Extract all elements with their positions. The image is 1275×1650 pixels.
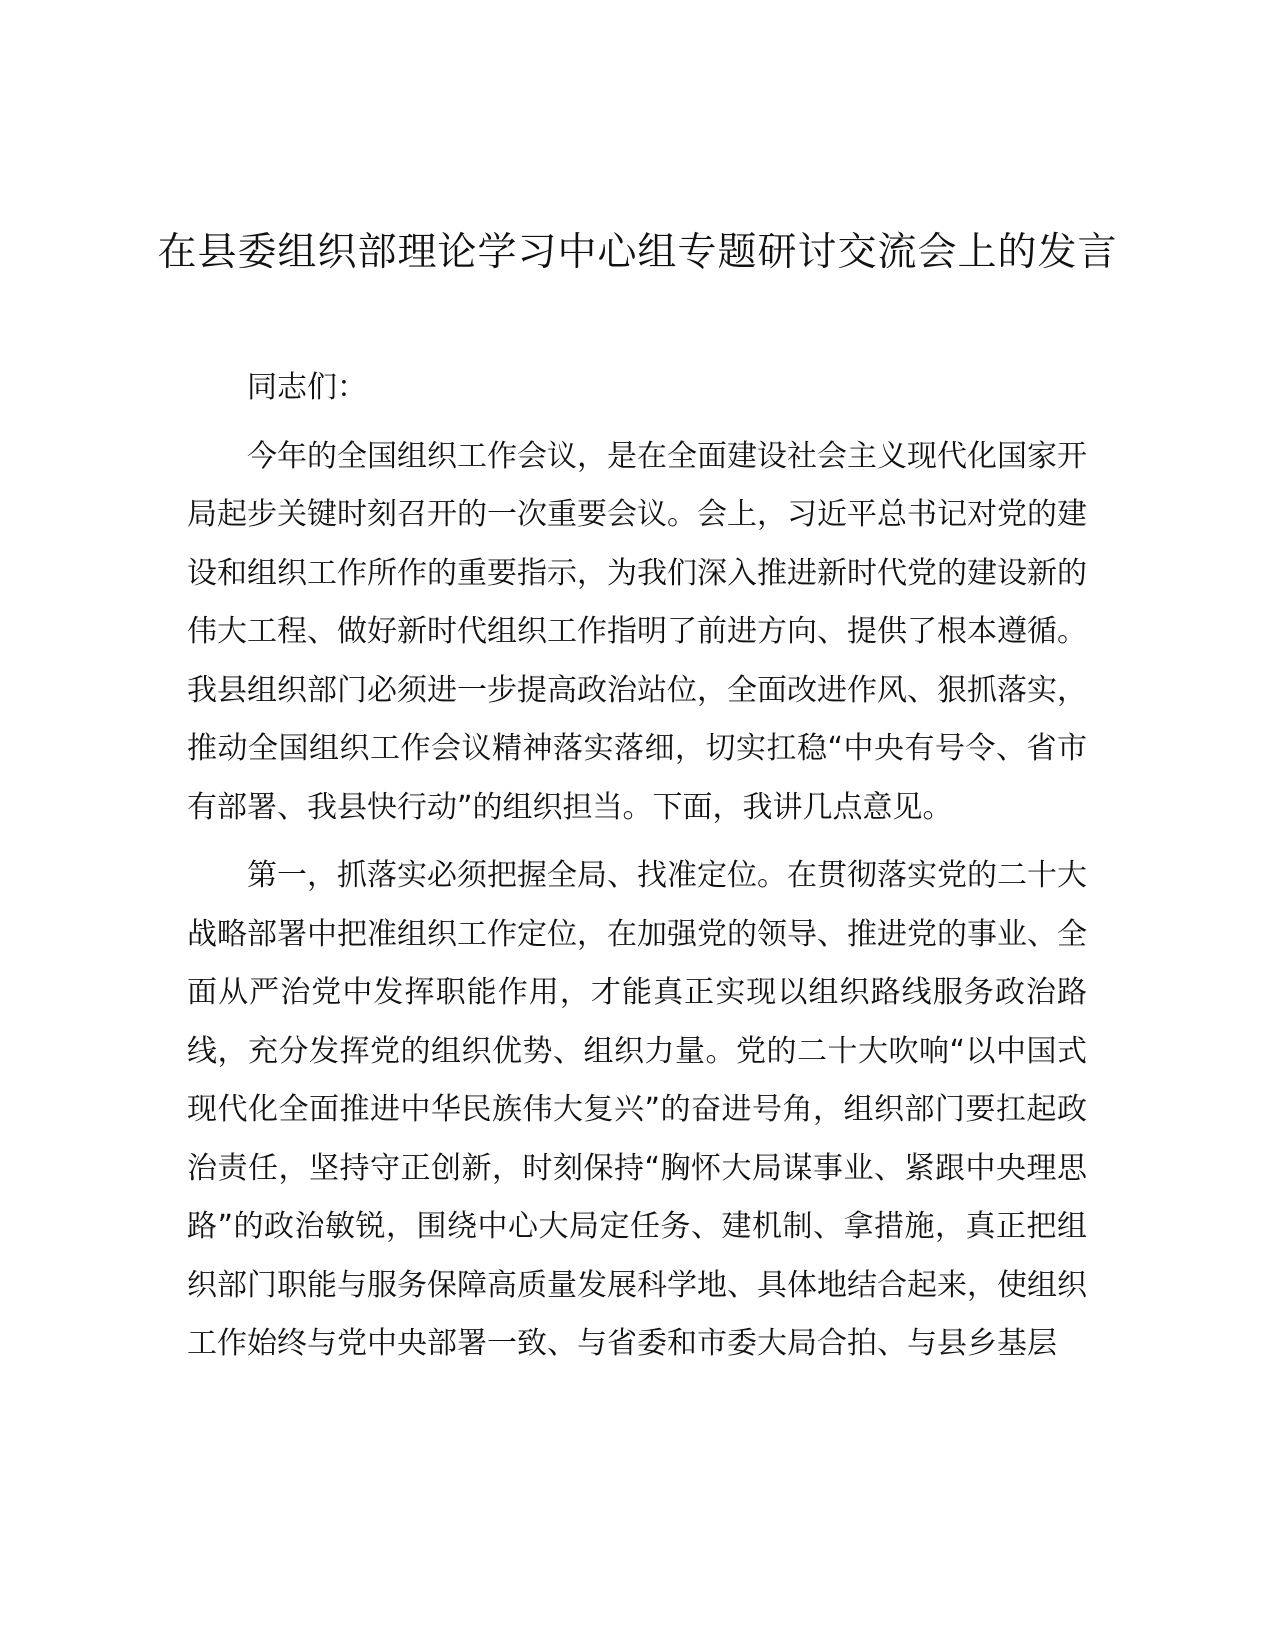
greeting: 同志们： [247,370,367,405]
paragraph-2: 第一，抓落实必须把握全局、找准定位。在贯彻落实党的二十大战略部署中把准组织工作定位，在加强党的领导、推进党的事业、全面从严治党中发挥职能作用，才能真正实现以组织路线服务政治路线，充分发挥党的组织优势、组织力量。党的二十大吹响“以中国式现代化全面推进中华民族伟大复兴”的奋进号角，组织部门要扛起政治责任，坚持守正创新，时刻保持“胸怀大局谋事业、紧跟中央理思路”的政治敏锐，围绕中心大局定任务、建机制、拿措施，真正把组织部门职能与服务保障高质量发展科学地、具体地结合起来，使组织工作始终与党中央部署一致、与省委和市委大局合拍、与县乡基层 [187,858,1087,1361]
document-title: 在县委组织部理论学习中心组专题研讨交流会上的发言 [157,230,1118,275]
document-body [187,359,1087,1374]
paragraph-1: 今年的全国组织工作会议，是在全面建设社会主义现代化国家开局起步关键时刻召开的一次重要会议。会上，习近平总书记对党的建设和组织工作所作的重要指示，为我们深入推进新时代党的建设新的伟大工程、做好新时代组织工作指明了前进方向、提供了根本遵循。我县组织部门必须进一步提高政治站位，全面改进作风、狠抓落实，推动全国组织工作会议精神落实落细，切实扛稳“中央有号令、省市有部署、我县快行动”的组织担当。下面，我讲几点意见。 [187,438,1087,825]
